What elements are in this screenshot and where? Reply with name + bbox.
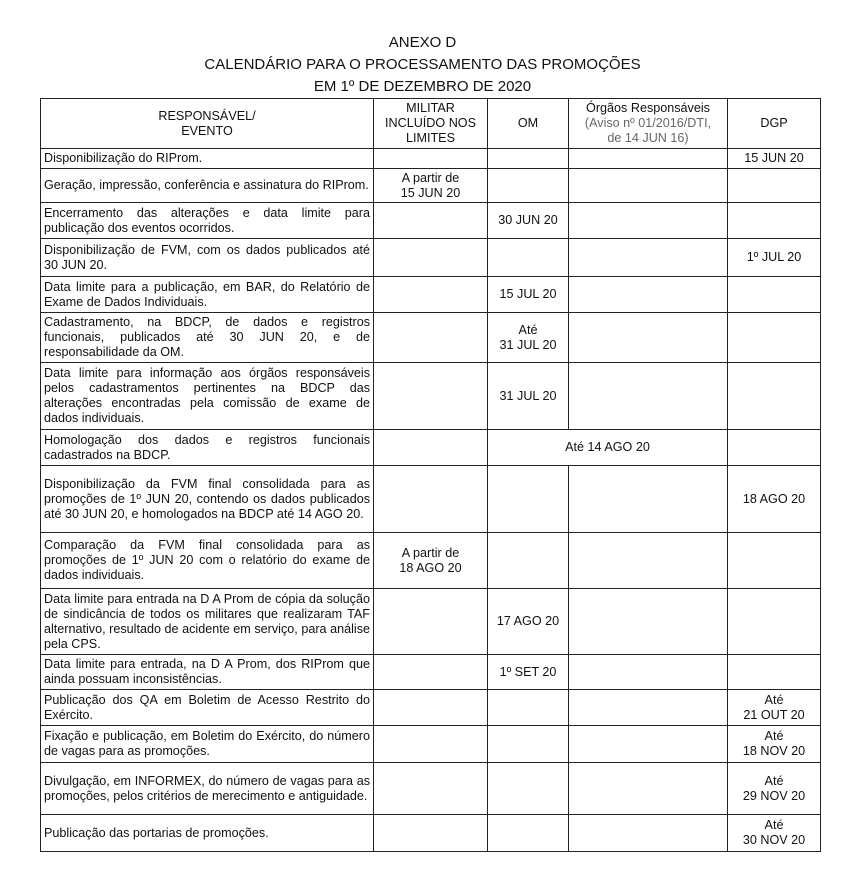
cell-evento: Cadastramento, na BDCP, de dados e registros funcionais, publicados até 30 JUN 20, e de responsabilidade da OM.: [41, 313, 374, 363]
table-row: [41, 203, 821, 239]
cell-orgaos: [569, 690, 728, 726]
cell-militar: [374, 277, 488, 313]
cell-orgaos: [569, 169, 728, 203]
document-title: [0, 0, 845, 98]
cell-om: 31 JUL 20: [488, 363, 569, 430]
cell-om: [488, 726, 569, 763]
header-orgaos: [569, 99, 728, 149]
cell-om: [488, 533, 569, 589]
cell-evento: Data limite para informação aos órgãos responsáveis pelos cadastramentos pertinentes na BDCP das alterações encontradas pela comissão de exame de dados individuais.: [41, 363, 374, 430]
table-row: [41, 726, 821, 763]
table-row: [41, 277, 821, 313]
cell-orgaos: [569, 763, 728, 815]
cell-evento: Disponibilização do RIProm.: [41, 149, 374, 169]
cell-orgaos: [569, 363, 728, 430]
table-row: [41, 763, 821, 815]
header-om: OM: [488, 99, 569, 149]
cell-om: [488, 169, 569, 203]
cell-dgp: Até 29 NOV 20: [728, 763, 821, 815]
cell-dgp: [728, 169, 821, 203]
table-row: [41, 149, 821, 169]
cell-dgp: Até 30 NOV 20: [728, 815, 821, 852]
cell-orgaos: [569, 655, 728, 690]
cell-militar: [374, 363, 488, 430]
cell-orgaos: [569, 277, 728, 313]
header-militar: MILITAR INCLUÍDO NOS LIMITES: [374, 99, 488, 149]
cell-militar: [374, 430, 488, 466]
table-row: [41, 533, 821, 589]
cell-om: [488, 149, 569, 169]
cell-dgp: Até 21 OUT 20: [728, 690, 821, 726]
cell-om: 15 JUL 20: [488, 277, 569, 313]
cell-dgp: Até 18 NOV 20: [728, 726, 821, 763]
cell-om-orgaos: Até 14 AGO 20: [488, 430, 728, 466]
cell-om: [488, 763, 569, 815]
cell-militar: [374, 655, 488, 690]
cell-evento: Data limite para a publicação, em BAR, do Relatório de Exame de Dados Individuais.: [41, 277, 374, 313]
cell-dgp: [728, 430, 821, 466]
cell-dgp: [728, 277, 821, 313]
cell-om: [488, 466, 569, 533]
cell-militar: [374, 690, 488, 726]
cell-orgaos: [569, 149, 728, 169]
cell-orgaos: [569, 313, 728, 363]
cell-evento: Fixação e publicação, em Boletim do Exército, do número de vagas para as promoções.: [41, 726, 374, 763]
cell-militar: [374, 239, 488, 277]
cell-om: [488, 815, 569, 852]
cell-evento: Geração, impressão, conferência e assinatura do RIProm.: [41, 169, 374, 203]
header-orgaos-label: Órgãos Responsáveis: [586, 101, 710, 115]
cell-evento: Encerramento das alterações e data limite para publicação dos eventos ocorridos.: [41, 203, 374, 239]
cell-dgp: [728, 203, 821, 239]
cell-evento: Divulgação, em INFORMEX, do número de vagas para as promoções, pelos critérios de merecimento e antiguidade.: [41, 763, 374, 815]
cell-dgp: [728, 589, 821, 655]
cell-militar: [374, 726, 488, 763]
cell-militar: [374, 149, 488, 169]
table-row: [41, 690, 821, 726]
table-row: [41, 169, 821, 203]
cell-evento: Publicação dos QA em Boletim de Acesso Restrito do Exército.: [41, 690, 374, 726]
cell-dgp: [728, 533, 821, 589]
cell-om: Até 31 JUL 20: [488, 313, 569, 363]
cell-om: 1º SET 20: [488, 655, 569, 690]
cell-om: 30 JUN 20: [488, 203, 569, 239]
cell-evento: Disponibilização da FVM final consolidada para as promoções de 1º JUN 20, contendo os dados publicados até 30 JUN 20, e homologados na BDCP até 14 AGO 20.: [41, 466, 374, 533]
cell-militar: [374, 589, 488, 655]
title-line-1: ANEXO D: [388, 34, 457, 51]
cell-militar: [374, 763, 488, 815]
cell-evento: Data limite para entrada na D A Prom de cópia da solução de sindicância de todos os militares que realizaram TAF alternativo, resultado de acidente em serviço, para análise pela CPS.: [41, 589, 374, 655]
cell-dgp: 18 AGO 20: [728, 466, 821, 533]
table-row: [41, 815, 821, 852]
cell-orgaos: [569, 726, 728, 763]
cell-evento: Comparação da FVM final consolidada para as promoções de 1º JUN 20 com o relatório do exame de dados individuais.: [41, 533, 374, 589]
cell-orgaos: [569, 203, 728, 239]
table-row: [41, 589, 821, 655]
cell-dgp: [728, 313, 821, 363]
cell-dgp: [728, 655, 821, 690]
cell-evento: Data limite para entrada, na D A Prom, dos RIProm que ainda possuam inconsistências.: [41, 655, 374, 690]
cell-evento: Disponibilização de FVM, com os dados publicados até 30 JUN 20.: [41, 239, 374, 277]
table-row: [41, 313, 821, 363]
cell-orgaos: [569, 533, 728, 589]
cell-militar: A partir de 15 JUN 20: [374, 169, 488, 203]
cell-evento: Homologação dos dados e registros funcionais cadastrados na BDCP.: [41, 430, 374, 466]
cell-evento: Publicação das portarias de promoções.: [41, 815, 374, 852]
cell-orgaos: [569, 466, 728, 533]
cell-om: [488, 690, 569, 726]
cell-militar: [374, 203, 488, 239]
header-dgp: DGP: [728, 99, 821, 149]
table-body: [41, 149, 821, 852]
cell-om: [488, 239, 569, 277]
cell-militar: A partir de 18 AGO 20: [374, 533, 488, 589]
cell-orgaos: [569, 815, 728, 852]
cell-dgp: 1º JUL 20: [728, 239, 821, 277]
calendar-table: [40, 98, 821, 852]
cell-om: 17 AGO 20: [488, 589, 569, 655]
cell-dgp: [728, 363, 821, 430]
header-orgaos-sub: (Aviso nº 01/2016/DTI, de 14 JUN 16): [584, 116, 712, 145]
table-row: [41, 239, 821, 277]
title-line-2: CALENDÁRIO PARA O PROCESSAMENTO DAS PROMOÇÕES: [204, 56, 641, 73]
table-row: [41, 363, 821, 430]
title-line-3: EM 1º DE DEZEMBRO DE 2020: [313, 78, 532, 95]
cell-dgp: 15 JUN 20: [728, 149, 821, 169]
table-row: [41, 430, 821, 466]
cell-orgaos: [569, 589, 728, 655]
table-row: [41, 466, 821, 533]
cell-militar: [374, 313, 488, 363]
table-row: [41, 655, 821, 690]
header-evento: RESPONSÁVEL/ EVENTO: [41, 99, 374, 149]
cell-militar: [374, 815, 488, 852]
cell-militar: [374, 466, 488, 533]
cell-orgaos: [569, 239, 728, 277]
table-header-row: [41, 99, 821, 149]
